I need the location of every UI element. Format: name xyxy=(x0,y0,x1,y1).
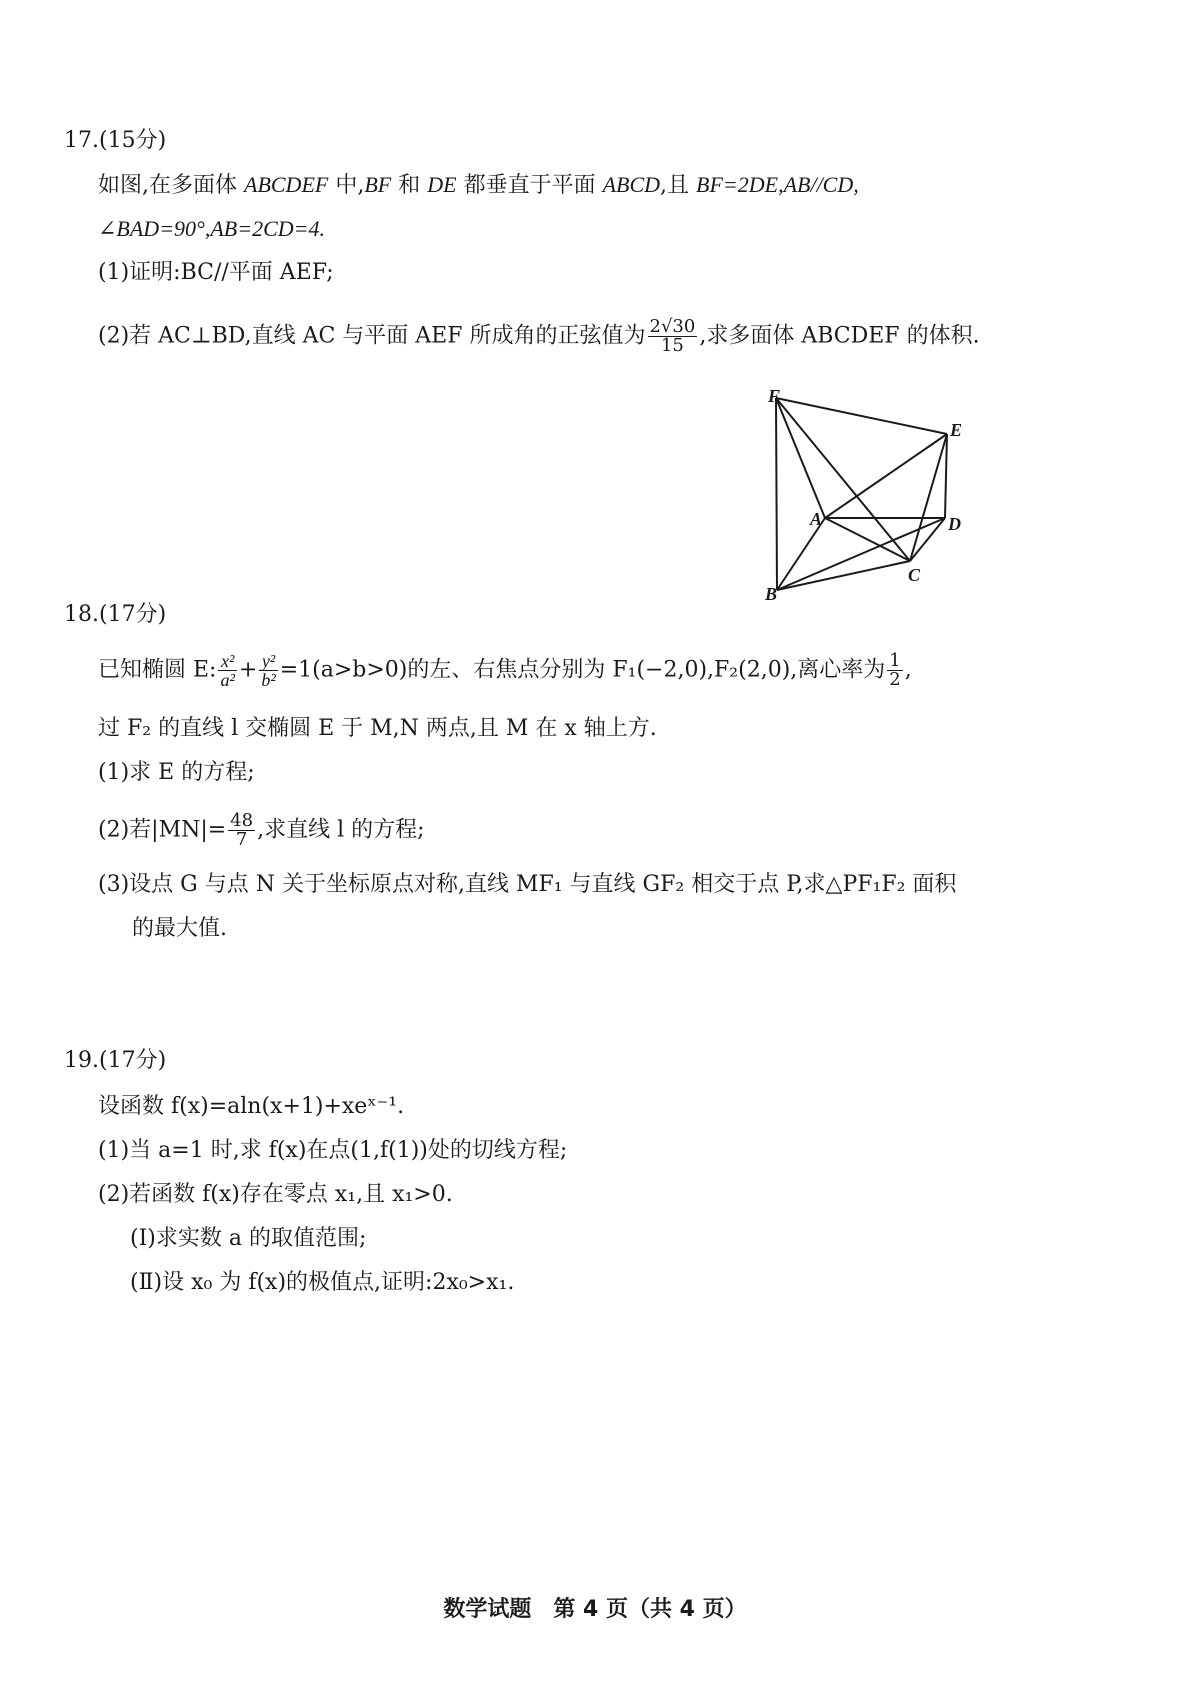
q19-subquestion-2-i: (Ⅰ)求实数 a 的取值范围; xyxy=(130,1226,367,1251)
q19-subquestion-1: (1)当 a=1 时,求 f(x)在点(1,f(1))处的切线方程; xyxy=(98,1138,568,1163)
q19-subquestion-2-ii: (Ⅱ)设 x₀ 为 f(x)的极值点,证明:2x₀>x₁. xyxy=(130,1270,515,1295)
q18-y-fraction xyxy=(259,652,277,689)
q17-conditions: BF=2DE,AB//CD, xyxy=(696,172,859,197)
q18-subquestion-1: (1)求 E 的方程; xyxy=(98,760,255,785)
vertex-label-d: D xyxy=(948,514,961,534)
fraction-numerator: x² xyxy=(218,652,236,671)
q18-text: , xyxy=(904,657,912,683)
fraction-denominator: 15 xyxy=(660,335,684,356)
edge-ed xyxy=(945,434,947,518)
vertex-label-f: F xyxy=(768,386,781,406)
fraction-denominator: 2 xyxy=(889,669,901,690)
q19-heading: 19.(17分) xyxy=(64,1048,167,1073)
q17-subquestion-2 xyxy=(98,318,980,355)
q17-text: ,且 xyxy=(660,173,690,198)
q17-subquestion-1: (1)证明:BC//平面 AEF; xyxy=(98,260,334,285)
q17-segment-bf: BF xyxy=(364,172,392,197)
q17-text: 如图,在多面体 xyxy=(98,173,237,198)
edge-fa xyxy=(776,398,825,518)
q18-eccentricity-fraction xyxy=(887,652,902,689)
fraction-denominator: 7 xyxy=(235,829,248,850)
q18-plus: + xyxy=(238,657,258,683)
q18-text: =1(a>b>0)的左、右焦点分别为 F₁(−2,0),F₂(2,0),离心率为 xyxy=(279,657,886,683)
fraction-numerator: 1 xyxy=(889,650,901,671)
vertex-label-a: A xyxy=(810,509,823,529)
polyhedron-figure xyxy=(765,386,990,612)
vertex-label-c: C xyxy=(908,565,921,585)
fraction-numerator: y² xyxy=(259,652,277,671)
q18-s2-text: (2)若|MN|= xyxy=(98,817,227,843)
q17-text: 和 xyxy=(398,173,421,198)
fraction-numerator: 2√30 xyxy=(649,316,696,337)
q18-text: 已知椭圆 E: xyxy=(98,657,217,683)
fraction-numerator: 48 xyxy=(230,810,254,831)
edge-ea xyxy=(825,434,947,518)
vertex-label-b: B xyxy=(765,584,778,604)
q18-paragraph-line1 xyxy=(98,652,912,689)
page-footer: 数学试题 第 4 页（共 4 页） xyxy=(443,1597,747,1622)
edge-fb xyxy=(776,398,777,590)
q17-plane-abcd: ABCD xyxy=(602,172,661,197)
vertex-label-e: E xyxy=(950,420,963,440)
q17-heading: 17.(15分) xyxy=(64,128,167,153)
q18-subquestion-3: (3)设点 G 与点 N 关于坐标原点对称,直线 MF₁ 与直线 GF₂ 相交于点 P,求△PF₁F₂ 面积 xyxy=(98,872,957,897)
q18-s2-text: ,求直线 l 的方程; xyxy=(257,817,425,843)
q17-text: 都垂直于平面 xyxy=(463,173,596,198)
q18-subquestion-2 xyxy=(98,812,425,849)
q17-paragraph-line2: ∠BAD=90°,AB=2CD=4. xyxy=(98,216,325,241)
q18-heading: 18.(17分) xyxy=(64,602,167,627)
q17-segment-de: DE xyxy=(427,172,457,197)
q18-subquestion-3-cont: 的最大值. xyxy=(132,916,227,941)
q19-subquestion-2: (2)若函数 f(x)存在零点 x₁,且 x₁>0. xyxy=(98,1182,453,1207)
q18-x-fraction xyxy=(218,652,236,689)
q17-s2-text: ,求多面体 ABCDEF 的体积. xyxy=(699,323,980,349)
q18-paragraph-line2: 过 F₂ 的直线 l 交椭圆 E 于 M,N 两点,且 M 在 x 轴上方. xyxy=(98,716,657,741)
q19-paragraph: 设函数 f(x)=aln(x+1)+xeˣ⁻¹. xyxy=(98,1094,405,1119)
q18-mn-fraction xyxy=(228,812,255,849)
edge-bc xyxy=(777,561,910,590)
fraction-denominator: b² xyxy=(261,670,276,690)
fraction-denominator: a² xyxy=(220,670,235,690)
edge-ec xyxy=(910,434,947,561)
q17-sine-fraction xyxy=(648,318,698,355)
q17-s2-text: (2)若 AC⊥BD,直线 AC 与平面 AEF 所成角的正弦值为 xyxy=(98,323,646,349)
q17-paragraph-line1 xyxy=(98,170,859,201)
q17-text: 中, xyxy=(335,173,365,198)
q17-solid-name: ABCDEF xyxy=(244,172,329,197)
